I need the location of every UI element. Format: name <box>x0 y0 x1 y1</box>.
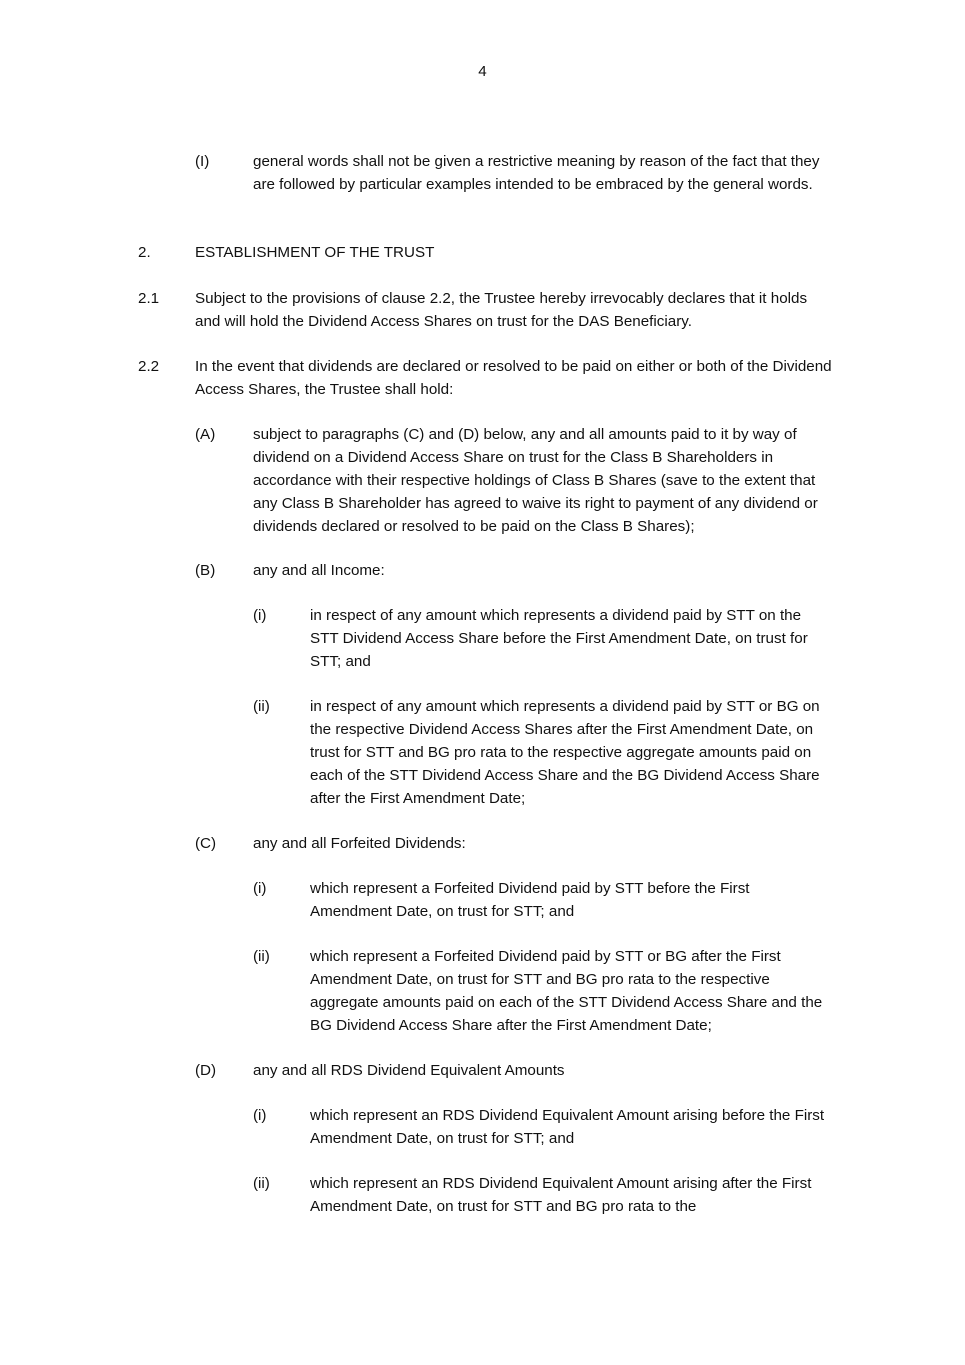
page-number: 4 <box>478 63 487 80</box>
paragraph-text: any and all RDS Dividend Equivalent Amounts <box>253 1062 565 1079</box>
subparagraph-label: (ii) <box>253 948 270 965</box>
paragraph-label: (C) <box>195 835 217 852</box>
clause-label: 2.2 <box>138 358 160 375</box>
paragraph-text: any and all Income: <box>253 562 385 579</box>
paragraph-text: any and all Forfeited Dividends: <box>253 835 466 852</box>
subparagraph-text: which represent an RDS Dividend Equivalent Amount arising before the First Amendment Date, on trust for STT; and <box>310 1107 825 1147</box>
subparagraph-label: (i) <box>253 1107 267 1124</box>
paragraph-text: subject to paragraphs (C) and (D) below, any and all amounts paid to it by way of dividend on a Dividend Access Share on trust for the Class B Shareholders in accordance with their respective holdings of Class B Shares (save to the extent that any Class B Shareholder has agreed to waive its right to payment of any dividend or dividends declared or resolved to be paid on the Class B Shares); <box>253 426 818 535</box>
section-title: ESTABLISHMENT OF THE TRUST <box>195 244 435 261</box>
clause-text: Subject to the provisions of clause 2.2, the Trustee hereby irrevocably declares that it holds and will hold the Dividend Access Shares on trust for the DAS Beneficiary. <box>195 290 808 330</box>
clause-label: (I) <box>195 153 210 170</box>
subparagraph-text: which represent an RDS Dividend Equivalent Amount arising after the First Amendment Date, on trust for STT and BG pro rata to the <box>310 1175 812 1215</box>
clause-text: In the event that dividends are declared or resolved to be paid on either or both of the Dividend Access Shares, the Trustee shall hold: <box>195 358 832 398</box>
subparagraph-text: which represent a Forfeited Dividend paid by STT or BG after the First Amendment Date, on trust for STT and BG pro rata to the respective aggregate amounts paid on each of the STT Dividend Access Share and the BG Dividend Access Share after the First Amendment Date; <box>310 948 823 1034</box>
subparagraph-label: (ii) <box>253 1175 270 1192</box>
subparagraph-text: which represent a Forfeited Dividend paid by STT before the First Amendment Date, on trust for STT; and <box>310 880 750 920</box>
clause-label: 2.1 <box>138 290 160 307</box>
paragraph-label: (D) <box>195 1062 217 1079</box>
subparagraph-label: (i) <box>253 880 267 897</box>
subparagraph-label: (ii) <box>253 698 270 715</box>
paragraph-label: (A) <box>195 426 216 443</box>
paragraph-label: (B) <box>195 562 216 579</box>
section-number: 2. <box>138 244 151 261</box>
subparagraph-text: in respect of any amount which represents a dividend paid by STT or BG on the respective Dividend Access Shares after the First Amendment Date, on trust for STT and BG pro rata to the respective aggregate amounts paid on each of the STT Dividend Access Share and the BG Dividend Access Share after the First Amendment Date; <box>310 698 820 807</box>
subparagraph-label: (i) <box>253 607 267 624</box>
clause-text: general words shall not be given a restrictive meaning by reason of the fact that they are followed by particular examples intended to be embraced by the general words. <box>253 153 820 193</box>
subparagraph-text: in respect of any amount which represents a dividend paid by STT on the STT Dividend Access Share before the First Amendment Date, on trust for STT; and <box>310 607 808 670</box>
